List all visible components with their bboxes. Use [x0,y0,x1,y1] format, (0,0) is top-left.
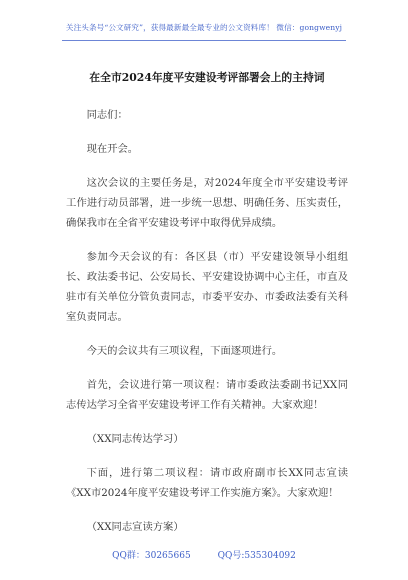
paragraph-salutation: 同志们： [86,109,128,121]
paragraph-item-two-note: （XX同志宣读方案） [86,521,184,533]
paragraph-task: 这次会议的主要任务是，对2024年度全市平安建设考评工作进行动员部署，进一步统一思想、明确任务、压实责任，确保我市在全省平安建设考评中取得优异成绩。 [66,177,348,229]
footer-qq-group: QQ群：30265665 [112,551,191,561]
footer-contact [0,548,408,561]
paragraph-item-one: 首先，会议进行第一项议程：请市委政法委副书记XX同志传达学习全省平安建设考评工作有关精神。大家欢迎！ [66,379,348,411]
paragraph-item-one-note: （XX同志传达学习） [86,433,184,445]
paragraph-attendees: 参加今天会议的有：各区县（市）平安建设领导小组组长、政法委书记、公安局长、平安建设协调中心主任，市直及驻市有关单位分管负责同志，市委平安办、市委政法委有关科室负责同志。 [66,251,348,323]
document-body [66,70,348,551]
paragraph-agenda: 今天的会议共有三项议程，下面逐项进行。 [86,345,283,357]
document-title: 在全市2024年度平安建设考评部署会上的主持词 [89,71,325,84]
footer-qq-number: QQ号:535304092 [217,551,296,561]
paragraph-opening: 现在开会。 [86,143,139,155]
paragraph-item-two: 下面，进行第二项议程：请市政府副市长XX同志宣读《XX市2024年度平安建设考评工作实施方案》。大家欢迎！ [66,467,348,499]
header-divider [62,40,346,41]
header-note: 关注头条号“公文研究”，获得最新最全最专业的公文资料库！ 微信：gongwenyj [65,23,343,32]
